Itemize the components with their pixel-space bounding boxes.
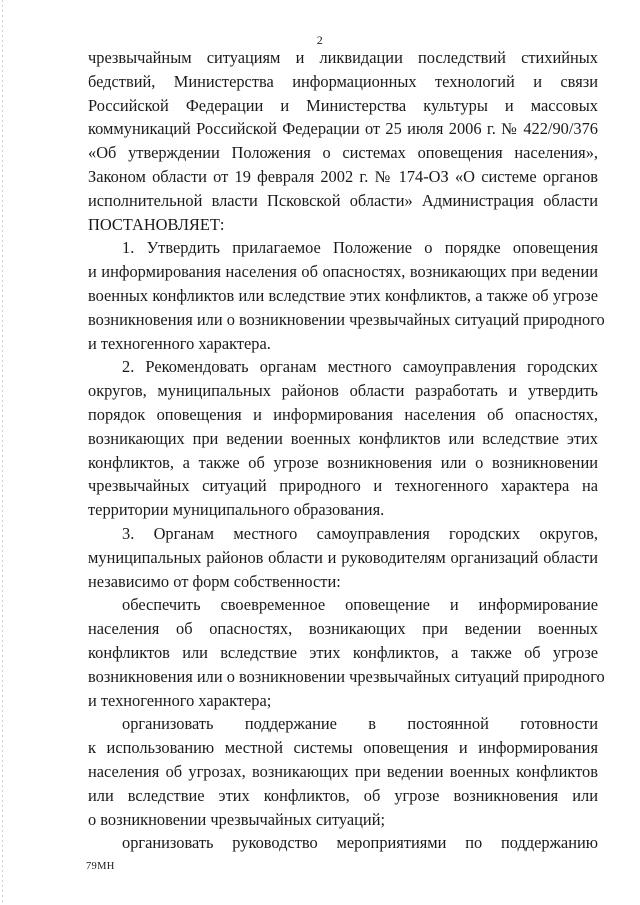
text-line: Российской Федерации и Министерства культуры и массовых <box>88 95 598 115</box>
text-line: муниципальных районов области и руководителям организаций области <box>88 547 598 567</box>
text-line: организовать поддержание в постоянной готовности <box>122 714 598 734</box>
text-line: коммуникаций Российской Федерации от 25 июля 2006 г. № 422/90/376 <box>88 119 598 139</box>
text-line: возникновения или о возникновении чрезвычайных ситуаций природного <box>88 666 605 686</box>
text-line: и техногенного характера; <box>88 690 272 710</box>
text-line: бедствий, Министерства информационных технологий и связи <box>88 71 598 91</box>
text-line: территории муниципального образования. <box>88 500 385 520</box>
text-line: порядок оповещения и информирования населения об опасностях, <box>88 404 598 424</box>
document-body <box>88 46 605 855</box>
text-line: организовать руководство мероприятиями по поддержанию <box>122 833 598 853</box>
text-line: возникающих при ведении военных конфликтов или вследствие этих <box>88 428 598 448</box>
text-line: населения об опасностях, возникающих при ведении военных <box>88 619 598 639</box>
text-line: округов, муниципальных районов области разработать и утвердить <box>88 381 598 401</box>
text-line: ПОСТАНОВЛЯЕТ: <box>88 214 225 234</box>
text-line: 1. Утвердить прилагаемое Положение о порядке оповещения <box>122 238 598 258</box>
text-line: или вследствие этих конфликтов, об угрозе возникновения или <box>88 785 598 805</box>
text-line: о возникновении чрезвычайных ситуаций; <box>88 809 386 829</box>
text-line: конфликтов, а также об угрозе возникновения или о возникновении <box>88 452 598 472</box>
text-line: населения об угрозах, возникающих при ведении военных конфликтов <box>88 761 598 781</box>
text-line: чрезвычайных ситуаций природного и техногенного характера на <box>88 476 598 496</box>
scan-edge-divider <box>2 0 3 905</box>
text-line: обеспечить своевременное оповещение и информирование <box>122 595 598 615</box>
text-line: Законом области от 19 февраля 2002 г. № 174-ОЗ «О системе органов <box>88 166 598 186</box>
page-number: 2 <box>316 33 324 47</box>
text-line: военных конфликтов или вследствие этих конфликтов, а также об угрозе <box>88 285 598 305</box>
text-line: чрезвычайным ситуациям и ликвидации последствий стихийных <box>88 48 598 67</box>
text-line: 2. Рекомендовать органам местного самоуправления городских <box>122 357 598 377</box>
footer-code: 79МН <box>86 861 115 872</box>
text-line: и техногенного характера. <box>88 333 271 353</box>
text-line: независимо от форм собственности: <box>88 571 341 591</box>
text-line: возникновения или о возникновении чрезвычайных ситуаций природного <box>88 309 605 329</box>
text-line: конфликтов или вследствие этих конфликтов, а также об угрозе <box>88 642 598 662</box>
text-line: и информирования населения об опасностях, возникающих при ведении <box>88 262 598 282</box>
text-line: исполнительной власти Псковской области» Администрация области <box>88 190 598 210</box>
text-line: «Об утверждении Положения о системах оповещения населения», <box>88 143 598 163</box>
text-line: 3. Органам местного самоуправления городских округов, <box>122 523 598 543</box>
text-line: к использованию местной системы оповещения и информирования <box>88 738 598 758</box>
